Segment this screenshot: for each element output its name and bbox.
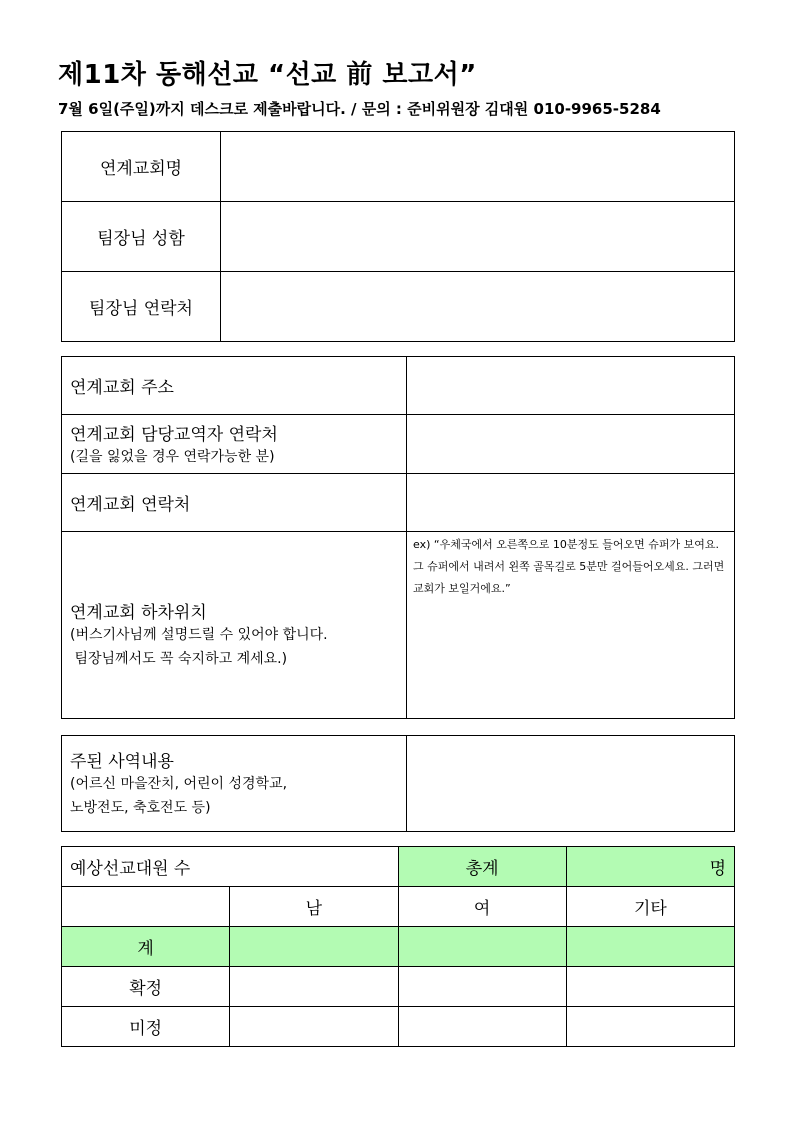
confirmed-other-field[interactable] <box>566 967 734 1007</box>
confirmed-male-field[interactable] <box>230 967 398 1007</box>
ministry-label: 주된 사역내용 <box>70 752 174 772</box>
total-other-field[interactable] <box>566 927 734 967</box>
pastor-contact-note: (길을 잃었을 경우 연락가능한 분) <box>70 448 275 465</box>
church-phone-field[interactable] <box>407 474 735 532</box>
header-other: 기타 <box>566 887 734 927</box>
ministry-label-cell <box>62 736 407 832</box>
row-unconfirmed-label: 미정 <box>62 1007 230 1047</box>
pastor-contact-label: 연계교회 담당교역자 연락처 <box>70 424 278 445</box>
basic-info-table <box>61 131 735 342</box>
ministry-note-2: 노방전도, 축호전도 등) <box>70 800 211 816</box>
total-label: 총계 <box>398 847 566 887</box>
page-title: 제11차 동해선교 “선교 前 보고서” <box>58 60 477 90</box>
ministry-note-1: (어르신 마을잔치, 어린이 성경학교, <box>70 776 288 792</box>
dropoff-label-cell <box>62 532 407 719</box>
church-info-table <box>61 356 735 719</box>
leader-phone-label: 팀장님 연락처 <box>62 272 221 342</box>
total-field[interactable] <box>566 847 734 887</box>
header-blank <box>62 887 230 927</box>
unconfirmed-male-field[interactable] <box>230 1007 398 1047</box>
dropoff-example-text: ex) “우체국에서 오른쪽으로 10분정도 들어오면 슈퍼가 보여요. 그 슈퍼에서 내려서 왼쪽 골목길로 5분만 걸어들어오세요. 그러면 교회가 보일거에요.” <box>413 538 725 595</box>
confirmed-female-field[interactable] <box>398 967 566 1007</box>
total-male-field[interactable] <box>230 927 398 967</box>
header-female: 여 <box>398 887 566 927</box>
header-male: 남 <box>230 887 398 927</box>
church-name-label: 연계교회명 <box>62 132 221 202</box>
unconfirmed-other-field[interactable] <box>566 1007 734 1047</box>
page-subtitle: 7월 6일(주일)까지 데스크로 제출바랍니다. / 문의 : 준비위원장 김대원 010-9965-5284 <box>58 100 661 118</box>
church-address-field[interactable] <box>407 357 735 415</box>
unconfirmed-female-field[interactable] <box>398 1007 566 1047</box>
leader-name-label: 팀장님 성함 <box>62 202 221 272</box>
pastor-contact-label-cell <box>62 415 407 474</box>
dropoff-note-2: 팀장님께서도 꼭 숙지하고 계세요.) <box>70 650 288 667</box>
church-address-label: 연계교회 주소 <box>62 357 407 415</box>
pastor-contact-field[interactable] <box>407 415 735 474</box>
dropoff-note-1: (버스기사님께 설명드릴 수 있어야 합니다. <box>70 626 328 643</box>
total-unit: 명 <box>709 859 726 879</box>
ministry-table <box>61 735 735 832</box>
ministry-field[interactable] <box>407 736 735 832</box>
members-table <box>61 846 735 1047</box>
dropoff-field[interactable] <box>407 532 735 719</box>
total-female-field[interactable] <box>398 927 566 967</box>
leader-phone-field[interactable] <box>221 272 735 342</box>
dropoff-label: 연계교회 하차위치 <box>70 602 207 623</box>
row-total-label: 계 <box>62 927 230 967</box>
leader-name-field[interactable] <box>221 202 735 272</box>
church-phone-label: 연계교회 연락처 <box>62 474 407 532</box>
row-confirmed-label: 확정 <box>62 967 230 1007</box>
church-name-field[interactable] <box>221 132 735 202</box>
members-label: 예상선교대원 수 <box>62 847 399 887</box>
